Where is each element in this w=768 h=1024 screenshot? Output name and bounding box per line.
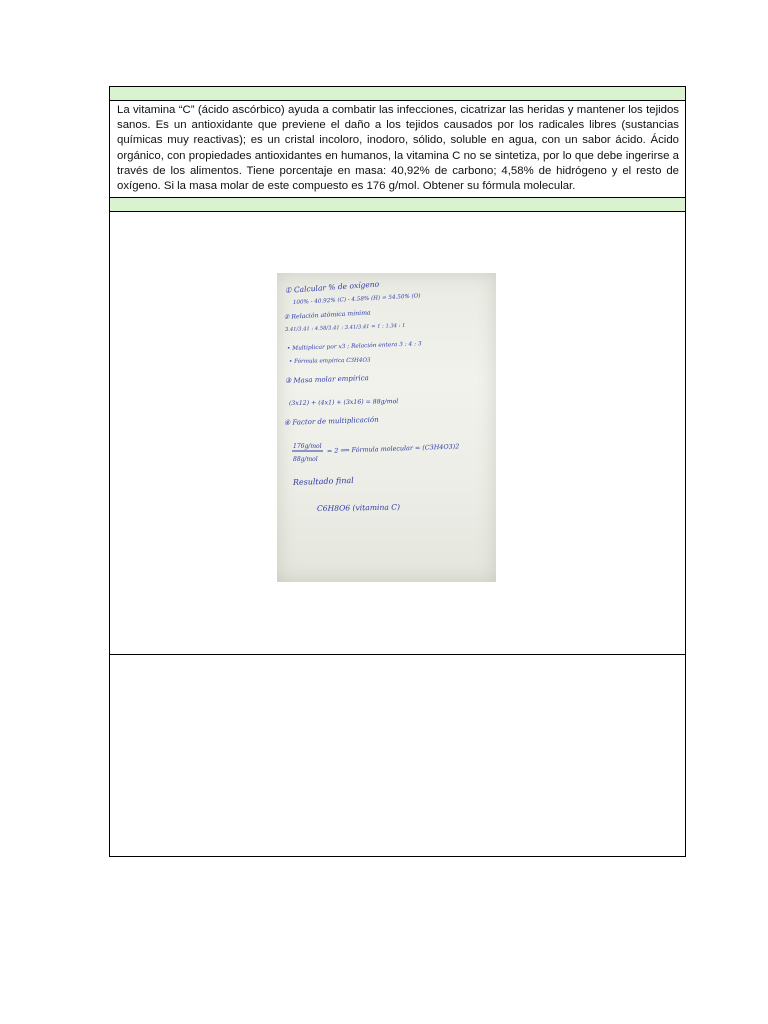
step4-numerator: 176g/mol: [293, 443, 322, 451]
empty-answer-cell: [110, 655, 685, 856]
step3-title: ③ Masa molar empírica: [284, 374, 369, 386]
step1-title: ① Calcular % de oxígeno: [284, 279, 380, 296]
handwritten-solution-photo: [277, 273, 496, 582]
exercise-table: [109, 86, 686, 857]
step4-title: ④ Factor de multiplicación: [283, 415, 379, 428]
step3-calc: (3x12) + (4x1) + (3x16) = 88g/mol: [288, 398, 399, 408]
step2-calc: 3.41/3.41 : 4.58/3.41 : 3.41/3.41 = 1 : 1.34 : 1: [284, 323, 406, 334]
table-separator-bar: [110, 198, 685, 212]
final-result-title: Resultado final: [292, 476, 354, 488]
step4-result: = 2 ⟹ Fórmula molecular = (C3H4O3)2: [326, 442, 460, 456]
step1-calc: 100% - 40.92% (C) - 4.58% (H) = 54.50% (O): [292, 293, 421, 307]
step2-title: ② Relación atómica mínima: [283, 309, 371, 322]
final-answer: C6H8O6 (vitamina C): [316, 502, 401, 514]
step2-empirical-formula: • Fórmula empírica C3H4O3: [288, 357, 371, 366]
step4-denominator: 88g/mol: [293, 456, 318, 464]
solution-photo-cell: [110, 212, 685, 655]
step2-multiply: • Multiplicar por x3 ; Relación entera 3 : 4 : 3: [286, 341, 422, 353]
table-header-bar: [110, 87, 685, 101]
handwritten-notes: [277, 273, 496, 582]
problem-statement: La vitamina “C” (ácido ascórbico) ayuda a combatir las infecciones, cicatrizar las heridas y mantener los tejidos sanos. Es un antioxidante que previene el daño a los tejidos causados por los radicales libres (sustancias químicas muy reactivas); es un cristal incoloro, inodoro, sólido, soluble en agua, con un sabor ácido. Ácido orgánico, con propiedades antioxidantes en humanos, la vitamina C no se sintetiza, por lo que debe ingerirse a través de los alimentos. Tiene porcentaje en masa: 40,92% de carbono; 4,58% de hidrógeno y el resto de oxígeno. Si la masa molar de este compuesto es 176 g/mol. Obtener su fórmula molecular.: [117, 104, 679, 193]
problem-statement-cell: [110, 101, 685, 198]
